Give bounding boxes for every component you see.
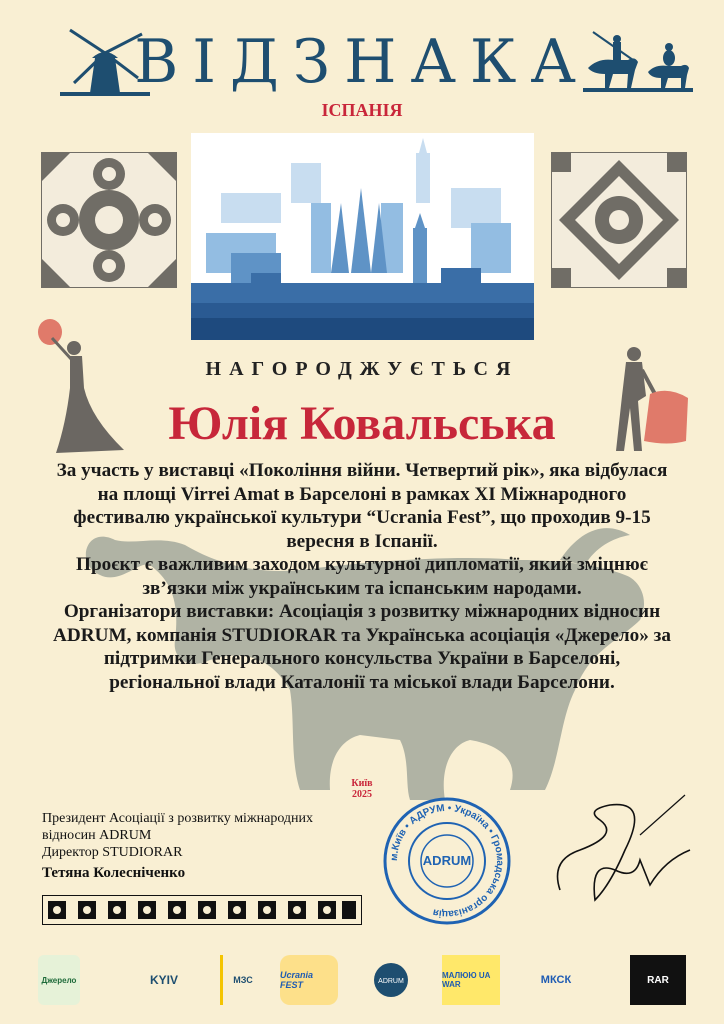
- city-name: Київ: [351, 778, 373, 789]
- description-paragraph: За участь у виставці «Покоління війни. Четвертий рік», яка відбулася на площі Virrei Amat в Барселоні в рамках XI Міжнародного фестивалю української культури “Ucrania Fest”, що проходив 9-15 вересня в Іспанії.: [56, 460, 668, 552]
- sponsor-logos: [30, 955, 694, 1005]
- handwritten-signature: [540, 790, 700, 910]
- barcelona-skyline-illustration: [191, 133, 534, 340]
- award-label: НАГОРОДЖУЄТЬСЯ: [205, 358, 519, 380]
- certificate-title: ВІДЗНАКА: [134, 27, 590, 97]
- award-description: [50, 459, 674, 694]
- sponsor-logo-maliuiu-ua-war: МАЛЮЮ UA WAR: [442, 955, 500, 1005]
- sponsor-logo-kyiv: KYIV: [149, 973, 178, 987]
- sponsor-logo-mksk: МКСК: [540, 974, 572, 986]
- sponsor-logo-adrum: [368, 955, 414, 1005]
- signatory-position: Президент Асоціації з розвитку міжнародних: [42, 811, 314, 826]
- svg-text:ADRUM: ADRUM: [378, 978, 404, 985]
- sponsor-logo-studiorar: RAR: [630, 955, 686, 1005]
- year: 2025: [352, 789, 372, 800]
- signatory-position: Директор STUDIORAR: [42, 845, 183, 860]
- sponsor-logo-dzherelo: Джерело: [38, 955, 80, 1005]
- certificate-subtitle: ІСПАНІЯ: [321, 100, 403, 120]
- signatory-position: відносин ADRUM: [42, 828, 152, 843]
- adrum-stamp: [382, 796, 512, 926]
- decorative-tile-left: [41, 152, 177, 288]
- sponsor-logo-ucrania-fest: Ucrania FEST: [280, 955, 338, 1005]
- stamp-center-text: ADRUM: [422, 853, 472, 868]
- recipient-name: Юлія Ковальська: [168, 397, 556, 450]
- stamp-ring-text: м.Київ • АДРУМ • Україна • Громадська організація: [388, 802, 506, 920]
- signatory-block: [42, 810, 313, 882]
- ornament-strip: [42, 895, 362, 925]
- decorative-tile-right: [551, 152, 687, 288]
- signatory-name: Тетяна Колесніченко: [42, 865, 186, 881]
- sponsor-logo-mzs: МЗС: [220, 955, 263, 1005]
- description-paragraph: Організатори виставки: Асоціація з розвитку міжнародних відносин ADRUM, компанія STUDIORAR та Українська асоціація «Джерело» за підтримки Генерального консульства України в Барселоні, регіональної влади Каталонії та міської влади Барселони.: [53, 601, 671, 693]
- description-paragraph: Проєкт є важливим заходом культурної дипломатії, який зміцнює зв’язки між українським та іспанським народами.: [76, 554, 648, 599]
